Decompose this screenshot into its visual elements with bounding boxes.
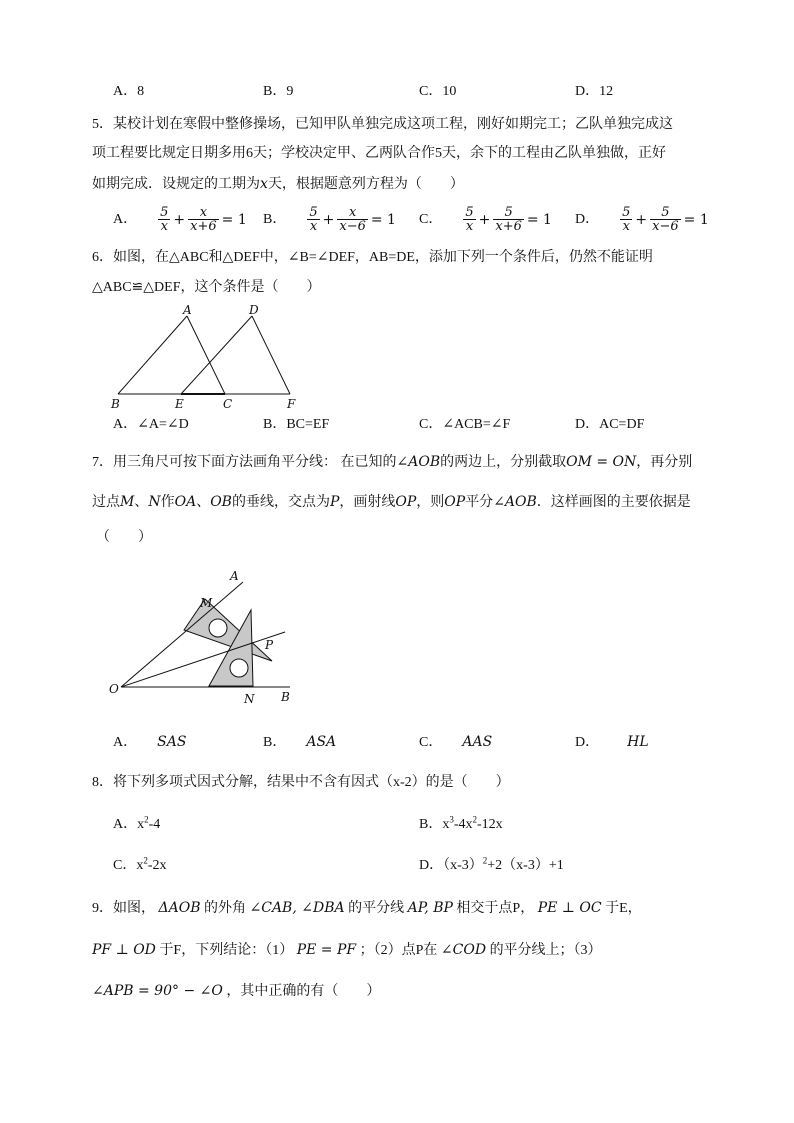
q6-line-1: 6．如图，在△ABC和△DEF中，∠B=∠DEF，AB=DE，添加下列一个条件后，仍然不能证明 — [92, 250, 653, 265]
q9-line-1: 9．如图， ΔAOB 的外角 ∠CAB, ∠DBA 的平分线 AP, BP 相交于点P， PE ⊥ OC 于E， — [92, 900, 642, 916]
q5-line-3-tail: 天，根据题意列方程为（ ） — [267, 177, 464, 192]
q8-option-b[interactable]: B．$x^3-4x^2-12x$ — [419, 814, 503, 832]
q6-triangle-figure — [105, 300, 305, 412]
q7-option-d[interactable]: D． HL — [575, 734, 649, 750]
q6-option-c[interactable]: C．∠ACB=∠F — [419, 417, 511, 432]
plus-sign: + — [173, 211, 186, 228]
q6-segment-df — [252, 316, 290, 394]
q8-line-1: 8．将下列多项式因式分解，结果中不含有因式（x-2）的是（ ） — [92, 775, 510, 790]
q9-line-2: PF ⊥ OD 于F，下列结论：（1） PE = PF ；（2）点P在 ∠COD 的平分线上；（3） — [92, 942, 602, 958]
q6-option-b[interactable]: B．BC=EF — [263, 417, 330, 432]
q6-label-f: F — [287, 397, 296, 411]
q5-a-rhs: = 1 — [221, 211, 247, 228]
q8-option-d[interactable]: D．$(x-3)^2+2(x-3)+1$ — [419, 855, 564, 873]
q6-option-d[interactable]: D．AC=DF — [575, 417, 645, 432]
q5-c-rhs: = 1 — [526, 211, 552, 228]
q5-var-x: x — [260, 176, 268, 192]
q5-option-d-letter: D． — [575, 211, 600, 227]
q6-segment-ab — [118, 316, 187, 394]
q7-option-c[interactable]: C． AAS — [419, 734, 493, 750]
q5-d-frac-1: $\frac{5}{x}$ — [622, 205, 631, 234]
q4-option-c[interactable]: C．10 — [419, 84, 457, 99]
q5-option-c-letter: C． — [419, 211, 443, 227]
q7-label-a: A — [230, 569, 239, 583]
q6-label-c: C — [223, 397, 233, 411]
q6-line-2: △ABC≌△DEF，这个条件是（ ） — [92, 280, 321, 295]
plus-sign: + — [322, 211, 335, 228]
q4-option-b[interactable]: B．9 — [263, 84, 294, 99]
q5-b-frac-2: $\frac{x}{x-6}$ — [339, 205, 366, 234]
q6-option-a[interactable]: A．∠A=∠D — [113, 417, 189, 432]
q8-option-a[interactable]: A．$x^2-4$ — [113, 814, 161, 832]
q7-ray-op — [121, 632, 285, 687]
q7-label-p: P — [265, 638, 274, 652]
q5-b-rhs: = 1 — [370, 211, 396, 228]
q5-line-3-text: 如期完成．设规定的工期为 — [92, 177, 260, 192]
q5-line-2: 项工程要比规定日期多用6天；学校决定甲、乙两队合作5天，余下的工程由乙队单独做，正好 — [92, 146, 666, 161]
q6-segment-ed — [181, 316, 252, 394]
q4-option-a[interactable]: A．8 — [113, 84, 145, 99]
q8-option-c[interactable]: C．$x^2-2x$ — [113, 855, 167, 873]
q5-d-rhs: = 1 — [683, 211, 709, 228]
q7-label-o: O — [109, 682, 119, 696]
q6-label-a: A — [183, 303, 192, 317]
q7-line-2: 过点M、N作OA、OB的垂线，交点为P，画射线OP，则OP平分∠AOB．这样画图的主要依据是 — [92, 494, 691, 510]
q5-option-b-letter: B． — [263, 211, 287, 227]
q6-label-b: B — [111, 397, 120, 411]
q5-c-frac-1: $\frac{5}{x}$ — [465, 205, 474, 234]
q7-label-m: M — [200, 596, 213, 610]
q7-option-a[interactable]: A． SAS — [113, 734, 187, 750]
plus-sign: + — [635, 211, 648, 228]
q6-label-d: D — [249, 303, 259, 317]
q5-option-d[interactable] — [575, 206, 709, 233]
q5-option-a[interactable] — [113, 206, 247, 233]
q5-line-1: 5．某校计划在寒假中整修操场，已知甲队单独完成这项工程，刚好如期完工；乙队单独完成这 — [92, 117, 673, 132]
q7-ruler-hole-1 — [209, 619, 227, 637]
q5-option-c[interactable] — [419, 206, 552, 233]
q6-segment-ac — [187, 316, 225, 394]
q9-line-3: ∠APB = 90° − ∠O ，其中正确的有（ ） — [92, 983, 381, 999]
q7-line-3: （ ） — [96, 530, 152, 545]
q7-option-b[interactable]: B． ASA — [263, 734, 337, 750]
q7-label-b: B — [281, 690, 290, 704]
q7-line-1: 7．用三角尺可按下面方法画角平分线： 在已知的∠AOB的两边上，分别截取OM = ON，再分别 — [92, 454, 693, 470]
q5-b-frac-1: $\frac{5}{x}$ — [309, 205, 318, 234]
q5-option-b[interactable] — [263, 206, 396, 233]
q4-option-d[interactable]: D．12 — [575, 84, 614, 99]
q6-label-e: E — [175, 397, 184, 411]
q5-a-frac-2: $\frac{x}{x+6}$ — [190, 205, 217, 234]
plus-sign: + — [478, 211, 491, 228]
q7-ruler-hole-2 — [230, 659, 248, 677]
q7-angle-bisector-figure — [105, 565, 305, 710]
q5-c-frac-2: $\frac{5}{x+6}$ — [495, 205, 522, 234]
q7-label-n: N — [244, 692, 255, 706]
q5-d-frac-2: $\frac{5}{x-6}$ — [652, 205, 679, 234]
q5-a-frac-1: $\frac{5}{x}$ — [160, 205, 169, 234]
q5-line-3 — [92, 174, 464, 195]
q5-option-a-letter: A． — [113, 211, 138, 227]
